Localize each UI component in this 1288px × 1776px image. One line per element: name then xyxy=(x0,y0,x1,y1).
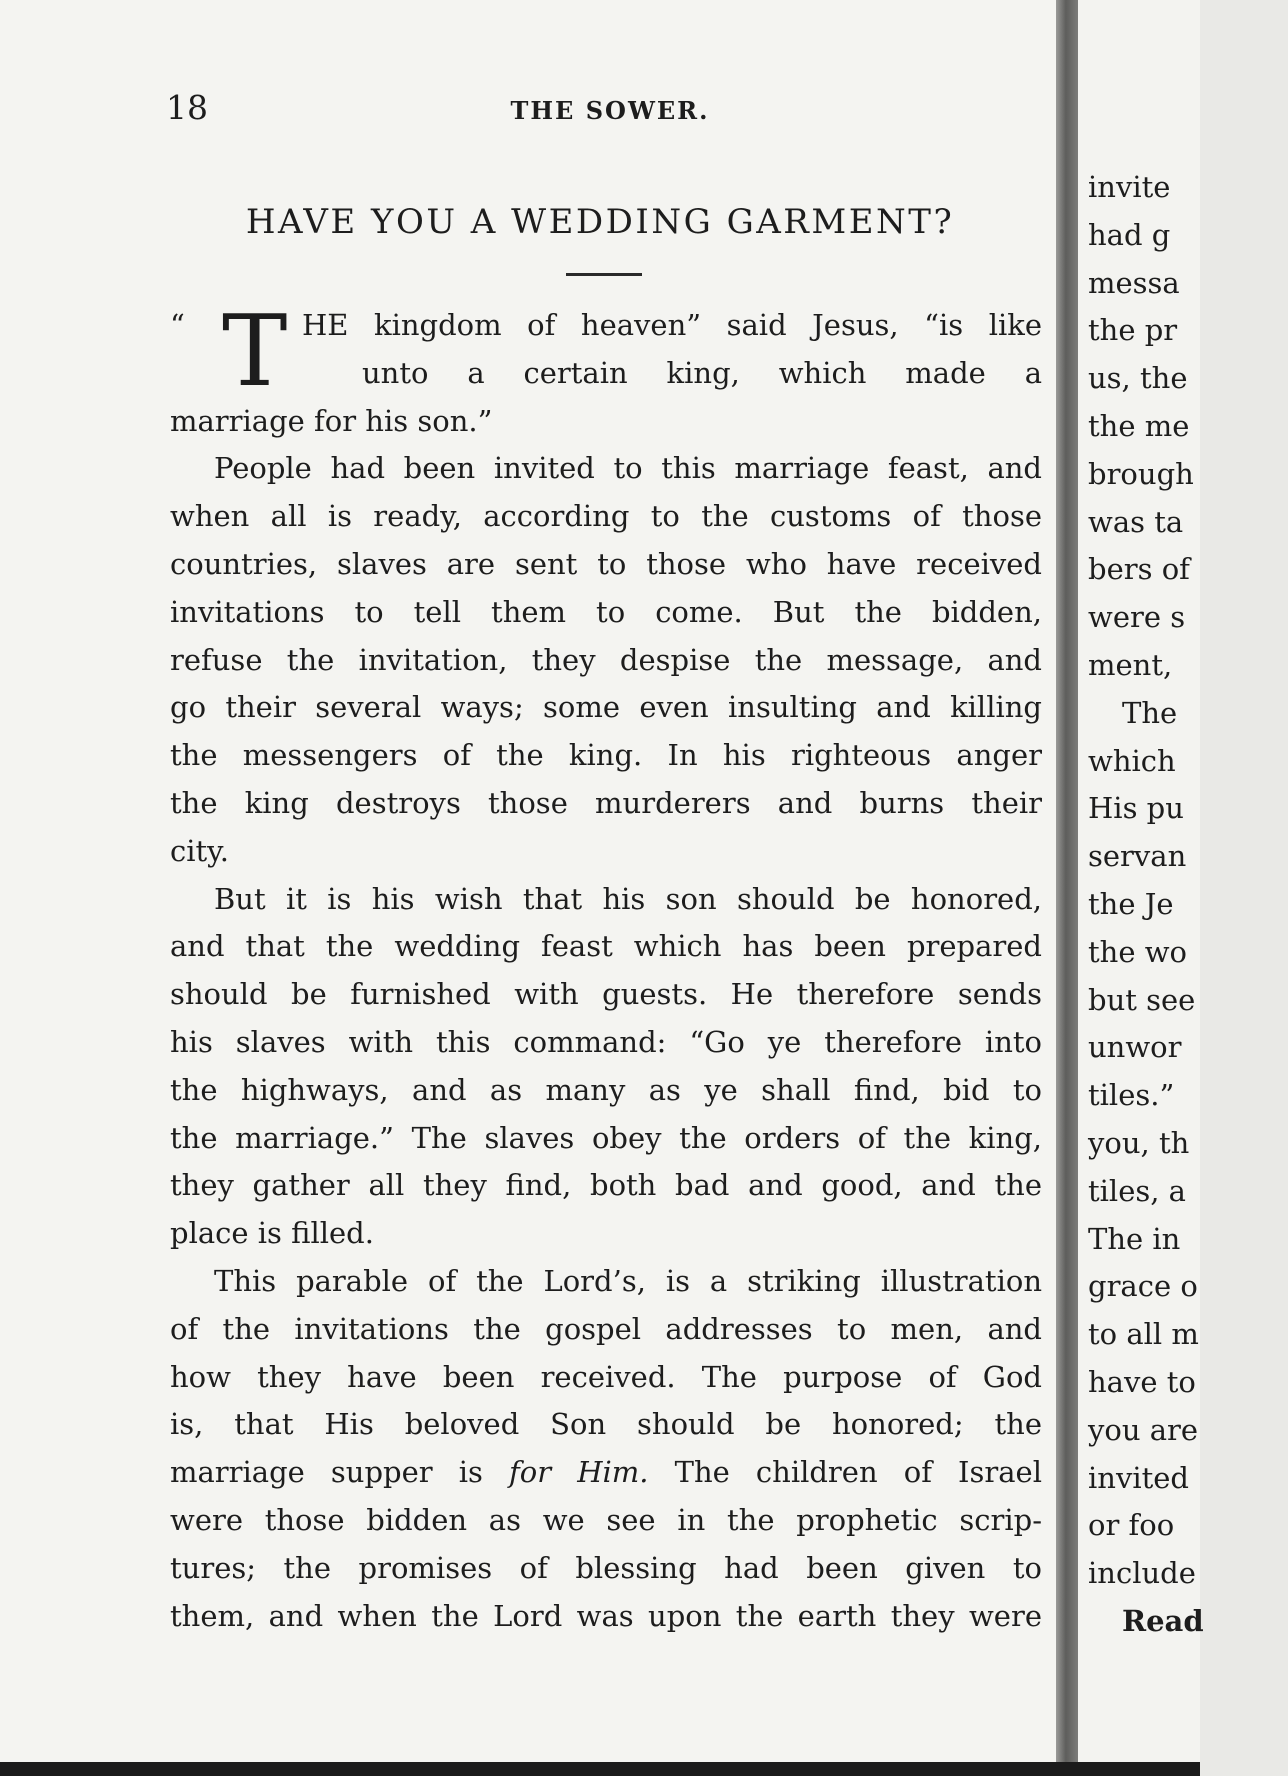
text-line: bers of xyxy=(1088,552,1190,587)
text-line: had g xyxy=(1088,217,1171,252)
right-page xyxy=(1078,0,1204,1762)
text-line: is, that His beloved Son should be honored; the xyxy=(170,1407,1042,1442)
text-line: the highways, and as many as ye shall find, bid to xyxy=(170,1072,1042,1107)
text-line: the wo xyxy=(1088,934,1187,969)
text-line: the messengers of the king. In his righteous anger xyxy=(170,738,1042,773)
text-line: the marriage.” The slaves obey the orders of the king, xyxy=(170,1120,1042,1155)
text-line: and that the wedding feast which has been prepared xyxy=(170,929,1042,964)
text-line: you are xyxy=(1088,1412,1199,1447)
text-line: brough xyxy=(1088,456,1194,491)
text-line: include xyxy=(1088,1556,1196,1591)
article-body xyxy=(170,295,1042,1640)
page-number: 18 xyxy=(166,88,208,127)
opening-quote: “ xyxy=(170,308,185,342)
text-line: was ta xyxy=(1088,504,1184,539)
text-line: the Je xyxy=(1088,886,1174,921)
text-line: ment, xyxy=(1088,647,1173,682)
text-line: marriage for his son.” xyxy=(170,403,493,438)
text-line: invitations to tell them to come. But the bidden, xyxy=(170,594,1042,629)
text-line: messa xyxy=(1088,265,1180,300)
italic-phrase: for Him. xyxy=(509,1455,649,1490)
text-line: or foo xyxy=(1088,1508,1175,1543)
text-line: when all is ready, according to the customs of those xyxy=(170,499,1042,534)
text-line: but see xyxy=(1088,982,1196,1017)
text-line: invited xyxy=(1088,1460,1189,1495)
text-line: the me xyxy=(1088,408,1190,443)
text-line: unwor xyxy=(1088,1030,1182,1065)
text-line: tiles.” xyxy=(1088,1078,1175,1113)
text-line: his slaves with this command: “Go ye therefore into xyxy=(170,1024,1042,1059)
text-line: tiles, a xyxy=(1088,1173,1186,1208)
text-line: countries, slaves are sent to those who have received xyxy=(170,546,1042,581)
text-line: This parable of the Lord’s, is a striking illustration xyxy=(214,1263,1042,1298)
title-rule xyxy=(566,273,642,276)
text-line: The xyxy=(1122,695,1178,730)
text-line: grace o xyxy=(1088,1269,1198,1304)
text-line: refuse the invitation, they despise the message, and xyxy=(170,642,1042,677)
text-line: have to xyxy=(1088,1364,1196,1399)
text-segment: The children of Israel xyxy=(648,1455,1042,1490)
text-line: they gather all they find, both bad and good, and the xyxy=(170,1168,1042,1203)
text-line: place is filled. xyxy=(170,1216,374,1251)
text-line: the king destroys those murderers and burns their xyxy=(170,785,1042,820)
text-line: servan xyxy=(1088,839,1187,874)
text-line: go their several ways; some even insulting and killing xyxy=(170,690,1042,725)
text-line: them, and when the Lord was upon the earth they were xyxy=(170,1598,1042,1633)
text-segment: marriage supper is xyxy=(170,1455,510,1490)
scan-bottom-edge xyxy=(0,1762,1200,1776)
text-line: us, the xyxy=(1088,361,1188,396)
text-line: the pr xyxy=(1088,313,1178,348)
first-line-text: HE kingdom of heaven” said Jesus, “is like xyxy=(302,308,1042,342)
text-line: were those bidden as we see in the prophetic scrip- xyxy=(170,1502,1042,1537)
text-line-with-italic xyxy=(170,1449,1042,1497)
book-gutter xyxy=(1056,0,1078,1776)
text-line: His pu xyxy=(1088,791,1184,826)
text-line: But it is his wish that his son should be honored, xyxy=(214,881,1042,916)
text-line: which xyxy=(1088,743,1176,778)
text-line: unto a certain king, which made a xyxy=(362,355,1042,390)
text-line: Read xyxy=(1122,1603,1204,1638)
text-line: were s xyxy=(1088,600,1186,635)
text-line: tures; the promises of blessing had been given to xyxy=(170,1550,1042,1585)
drop-cap: T xyxy=(222,295,288,409)
text-line: to all m xyxy=(1088,1317,1199,1352)
right-page-text xyxy=(1088,164,1288,1646)
text-line: city. xyxy=(170,833,229,868)
text-line: should be furnished with guests. He therefore sends xyxy=(170,977,1042,1012)
text-line: The in xyxy=(1088,1221,1181,1256)
text-line: of the invitations the gospel addresses to men, and xyxy=(170,1311,1042,1346)
text-line: People had been invited to this marriage feast, and xyxy=(214,451,1042,486)
running-head: THE SOWER. xyxy=(510,96,710,125)
article-title: HAVE YOU A WEDDING GARMENT? xyxy=(245,202,955,242)
text-line: you, th xyxy=(1088,1125,1190,1160)
text-line: how they have been received. The purpose of God xyxy=(170,1359,1042,1394)
text-line: invite xyxy=(1088,170,1171,204)
